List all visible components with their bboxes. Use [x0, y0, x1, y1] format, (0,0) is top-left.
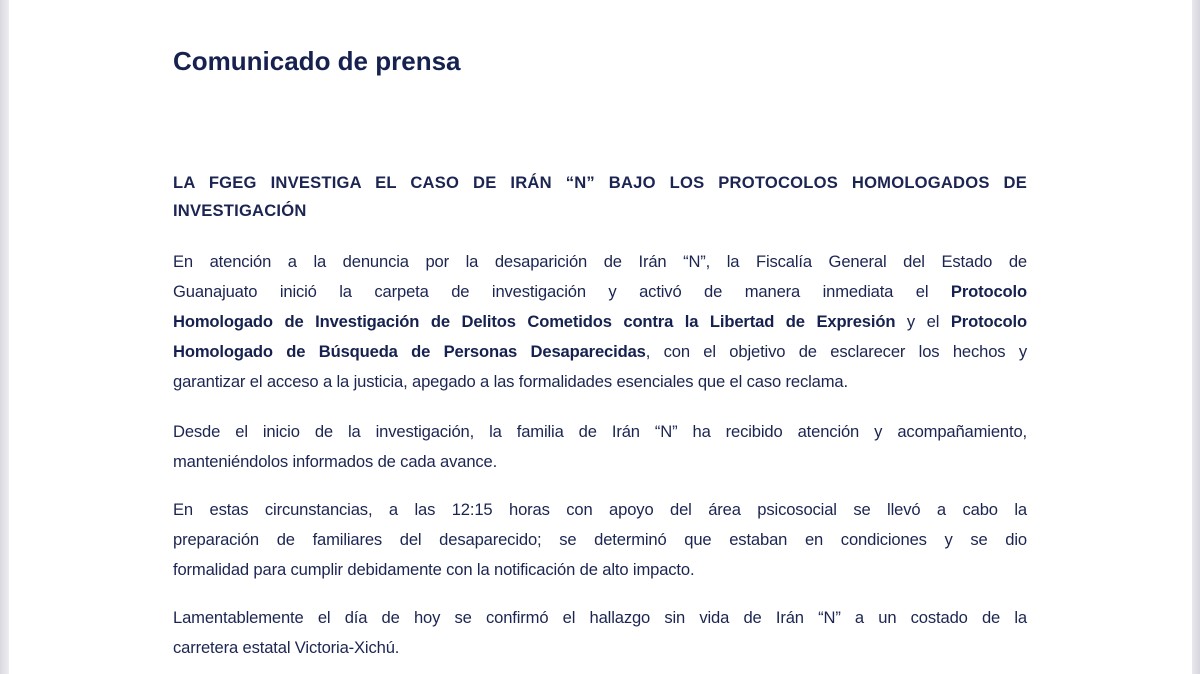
text: manteniéndolos informados de cada avance.: [173, 452, 498, 471]
text-line: [173, 197, 1027, 225]
bold-text: Homologado de Investigación de Delitos Cometidos contra la Libertad de Expresión: [173, 312, 896, 331]
text: formalidad para cumplir debidamente con la notificación de alto impacto.: [173, 560, 695, 579]
text: Desde el inicio de la investigación, la familia de Irán “N” ha recibido atención y acompañamiento,: [173, 422, 1027, 441]
text-line: [173, 277, 1027, 307]
text: Lamentablemente el día de hoy se confirmó el hallazgo sin vida de Irán “N” a un costado de la: [173, 608, 1027, 627]
page-edge-right: [1192, 0, 1200, 674]
text: carretera estatal Victoria-Xichú.: [173, 638, 400, 657]
press-release-heading: [173, 169, 1027, 225]
page-title: Comunicado de prensa: [173, 46, 461, 76]
text: LA FGEG INVESTIGA EL CASO DE IRÁN “N” BAJO LOS PROTOCOLOS HOMOLOGADOS DE: [173, 173, 1027, 192]
page-edge-left: [0, 0, 9, 674]
text-line: [173, 367, 1027, 397]
text-line: [173, 525, 1027, 555]
text: En estas circunstancias, a las 12:15 horas con apoyo del área psicosocial se llevó a cabo la: [173, 500, 1027, 519]
text: En atención a la denuncia por la desaparición de Irán “N”, la Fiscalía General del Estado de: [173, 252, 1027, 271]
text-line: [173, 417, 1027, 447]
text: y el: [895, 312, 951, 331]
paragraph-1: [173, 247, 1027, 397]
text-line: [173, 447, 1027, 477]
text-line: [173, 337, 1027, 367]
text-line: [173, 307, 1027, 337]
text: Guanajuato inició la carpeta de investigación y activó de manera inmediata el: [173, 282, 951, 301]
bold-text: Homologado de Búsqueda de Personas Desaparecidas: [173, 342, 646, 361]
text-line: [173, 169, 1027, 197]
text: INVESTIGACIÓN: [173, 201, 307, 220]
text-line: [173, 633, 1027, 663]
paragraph-2: [173, 417, 1027, 477]
text-line: [173, 247, 1027, 277]
text-line: [173, 555, 1027, 585]
text: , con el objetivo de esclarecer los hechos y: [645, 342, 1027, 361]
text-line: [173, 603, 1027, 633]
paragraph-3: [173, 495, 1027, 585]
text-line: [173, 495, 1027, 525]
bold-text: Protocolo: [950, 282, 1027, 301]
text: garantizar el acceso a la justicia, apegado a las formalidades esenciales que el caso reclama.: [173, 372, 848, 391]
paragraph-4: [173, 603, 1027, 663]
bold-text: Protocolo: [950, 312, 1027, 331]
text: preparación de familiares del desaparecido; se determinó que estaban en condiciones y se dio: [173, 530, 1027, 549]
